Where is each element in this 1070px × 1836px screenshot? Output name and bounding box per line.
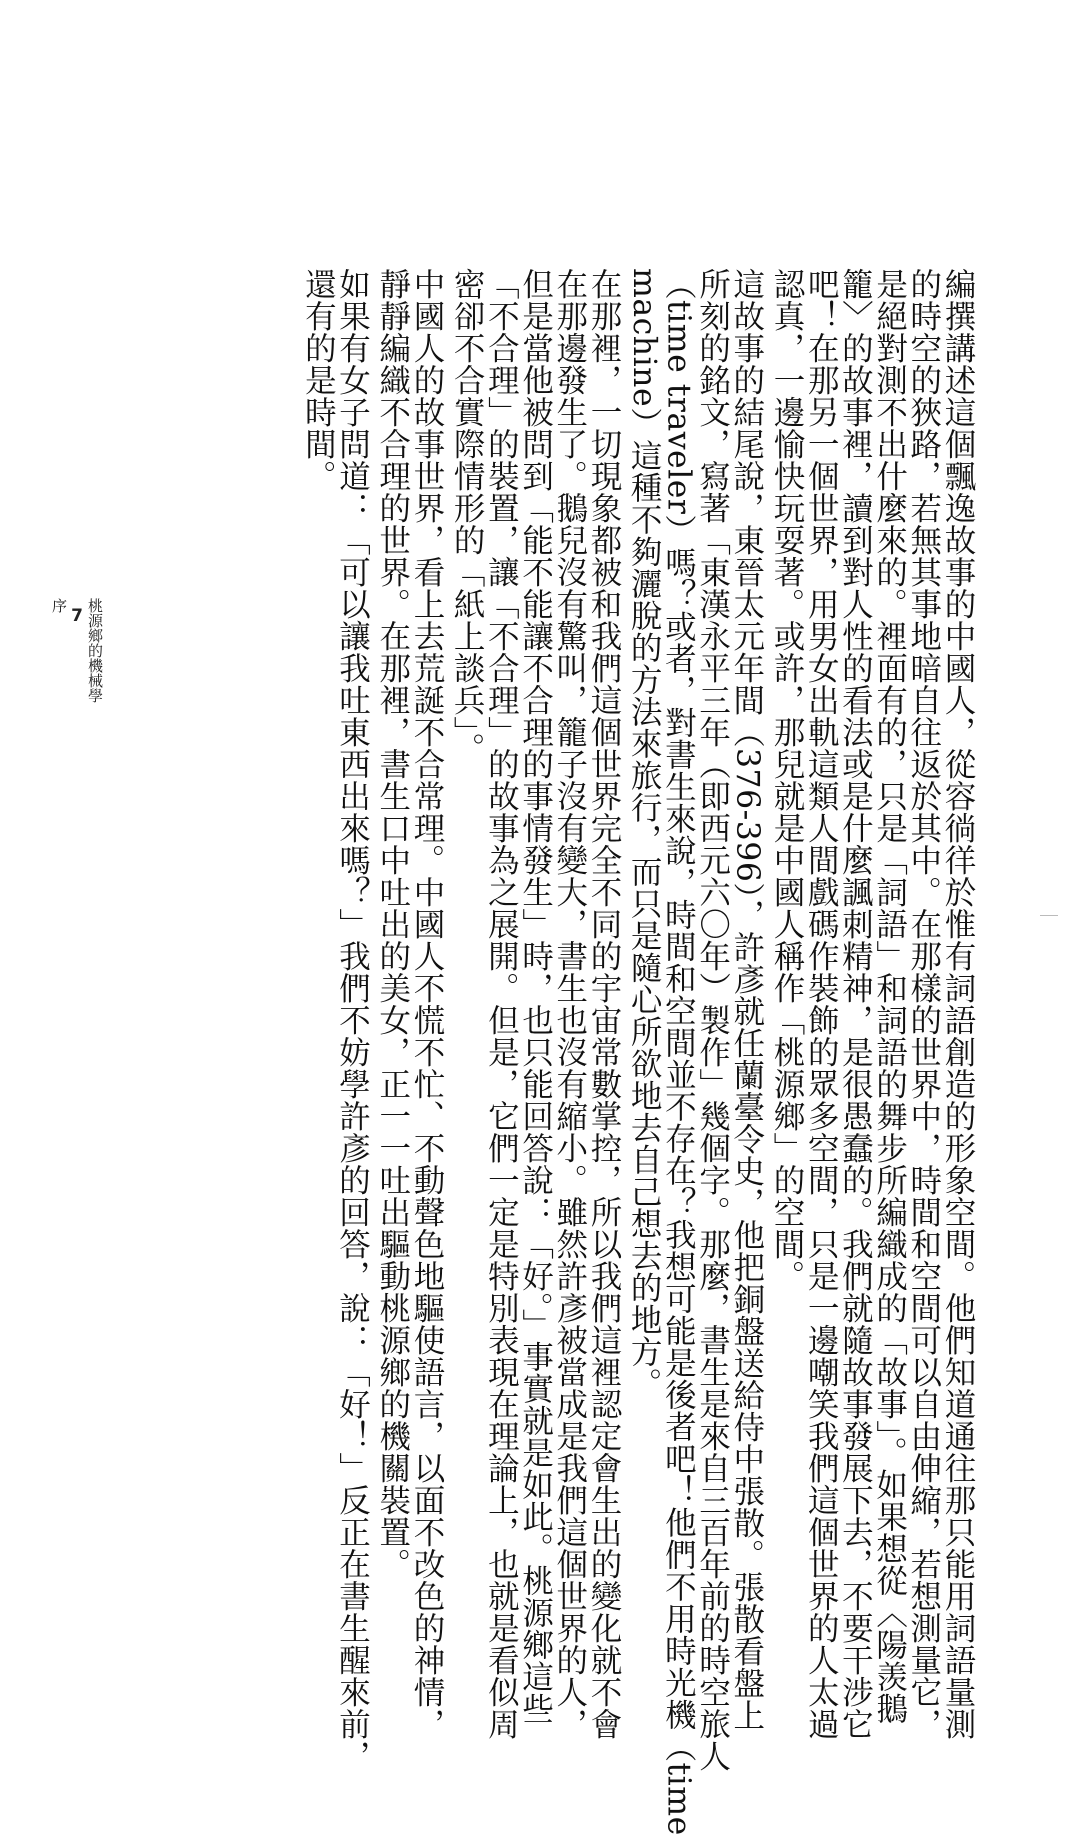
body-line: 在那裡，一切現象都被和我們這個世界完全不同的宇宙常數掌控，所以我們這裡認定會生出的變化就不會 (585, 268, 622, 1740)
body-line: 所刻的銘文，寫著「東漢永平三年（即西元六〇年）製作」幾個字。那麼，書生是來自三百年前的時空旅人 (694, 268, 731, 1772)
body-line: 中國人的故事世界，看上去荒誕不合常理。中國人不慌不忙、不動聲色地驅使語言，以面不改色的神情， (408, 268, 445, 1740)
body-line: 是絕對測不出什麼來的。裡面有的，只是「詞語」和詞語的舞步所編織成的「故事」。如果想從〈陽羡鵝 (871, 268, 908, 1725)
body-line: machine）這種不夠灑脫的方法來旅行，而只是隨心所欲地去自己想去的地方。 (626, 268, 663, 1400)
book-title: 桃源鄉的機械學 (86, 598, 104, 703)
body-line: 在那邊發生了。鵝兒沒有驚叫，籠子沒有變大，書生也沒有縮小。雖然許彥被當成是我們這個世界的人， (551, 268, 588, 1740)
body-line: 密卻不合實際情形的「紙上談兵」。 (449, 268, 486, 765)
section-label: 序 (50, 598, 68, 613)
running-header (50, 598, 104, 703)
body-line: 這故事的結尾說，東晉太元年間（376-396），許彥就任蘭臺令史，他把銅盤送給侍中張散。張散看盤上 (728, 268, 765, 1731)
body-line: 如果有女子問道：「可以讓我吐東西出來嗎？」我們不妨學許彥的回答，說：「好！」反正在書生醒來前， (334, 268, 371, 1772)
body-line: 的時空的狹路，若無其事地暗自往返於其中。在那樣的世界中，時間和空間可以自由伸縮，若想測量它， (905, 268, 942, 1740)
body-line: 籠〉的故事裡，讀到對人性的看法或是什麼諷刺精神，是很愚蠢的。我們就隨故事發展下去，不要干涉它 (837, 268, 874, 1740)
scan-artifact (1040, 915, 1058, 916)
body-text (300, 268, 976, 1836)
body-line: 「不合理」的裝置，讓「不合理」的故事為之展開。但是，它們一定是特別表現在理論上，也就是看似周 (483, 268, 520, 1740)
body-line: （time traveler）嗎？或者，對書生來說，時間和空間並不存在？我想可能是後者吧！他們不用時光機（time (660, 268, 697, 1836)
body-line: 認真，一邊愉快玩耍著。或許，那兒就是中國人稱作「桃源鄉」的空間。 (768, 268, 805, 1292)
page-number: 7 (67, 606, 87, 626)
body-line: 還有的是時間。 (300, 268, 337, 492)
body-line: 編撰講述這個飄逸故事的中國人，從容徜徉於惟有詞語創造的形象空間。他們知道通往那只能用詞語量測 (940, 268, 976, 1740)
body-line: 靜靜編織不合理的世界。在那裡，書生口中吐出的美女，正一一吐出驅動桃源鄉的機關裝置。 (374, 268, 411, 1580)
body-line: 吧！在那另一個世界，用男女出軌這類人間戲碼作裝飾的眾多空間，只是一邊嘲笑我們這個世界的人太過 (803, 268, 840, 1740)
body-line: 但是當他被問到「能不能讓不合理的事情發生」時，也只能回答說：「好。」事實就是如此。桃源鄉這些 (517, 268, 554, 1725)
